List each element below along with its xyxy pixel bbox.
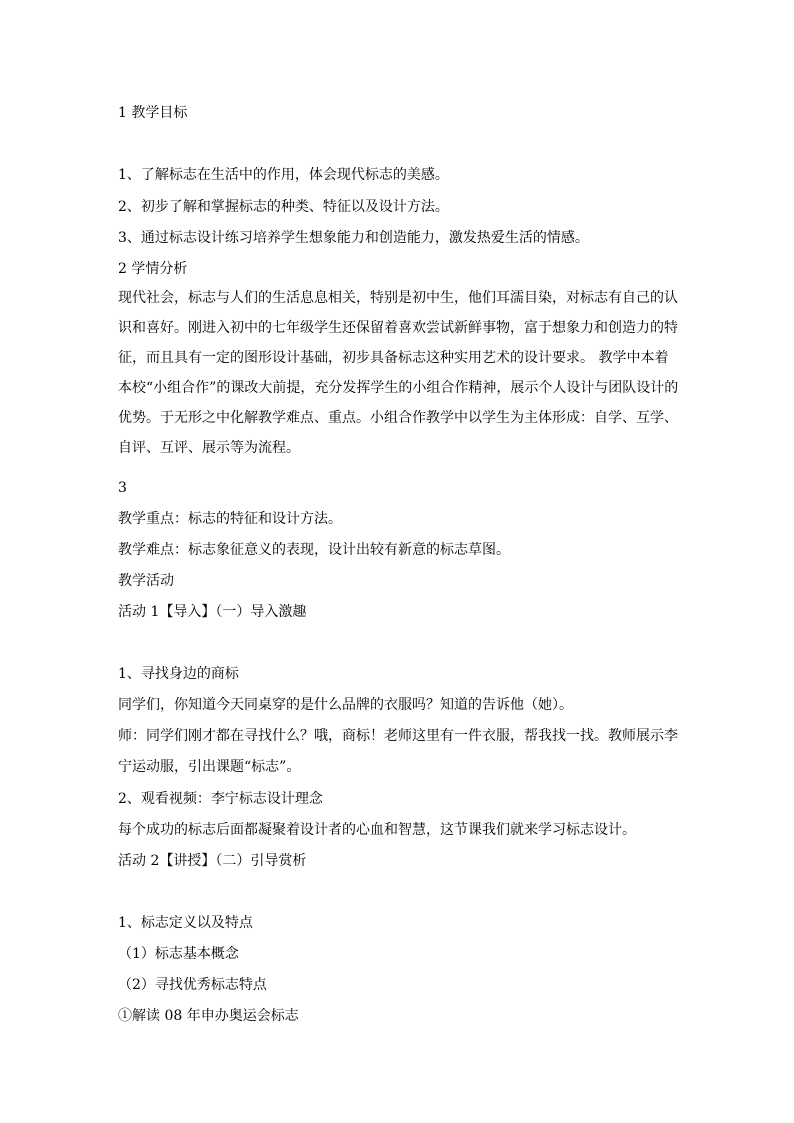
activity2-sub1: （1）标志基本概念: [118, 946, 239, 962]
activity2-sub2: （2）寻找优秀标志特点: [118, 977, 267, 993]
activity1-item1-title: 1、寻找身边的商标: [118, 666, 239, 682]
activity1-heading: 活动 1【导入】（一）导入激趣: [118, 604, 307, 620]
section3-heading: 3: [118, 480, 127, 496]
paragraph-line: 征，而且具有一定的图形设计基础，初步具备标志这种实用艺术的设计要求。 教学中本着: [118, 350, 669, 366]
objective-item-3: 3、通过标志设计练习培养学生想象能力和创造能力，激发热爱生活的情感。: [118, 230, 589, 246]
objective-item-2: 2、初步了解和掌握标志的种类、特征以及设计方法。: [118, 199, 449, 215]
activity2-sub2-item: ①解读 08 年申办奥运会标志: [118, 1008, 299, 1024]
teacher-line-2: 宁运动服，引出课题“标志”。: [118, 759, 301, 775]
paragraph-line: 优势。于无形之中化解教学难点、重点。小组合作教学中以学生为主体形成：自学、互学、: [118, 410, 678, 426]
key-point: 教学重点：标志的特征和设计方法。: [118, 511, 342, 527]
paragraph-line: 自评、互评、展示等为流程。: [118, 440, 300, 456]
activity2-heading: 活动 2【讲授】（二）引导赏析: [118, 853, 307, 869]
activity1-item2-title: 2、观看视频：李宁标志设计理念: [118, 791, 323, 807]
section1-heading: 1 教学目标: [118, 105, 188, 121]
section2-heading: 2 学情分析: [118, 261, 188, 277]
difficult-point: 教学难点：标志象征意义的表现，设计出较有新意的标志草图。: [118, 542, 510, 558]
activity1-item2-text: 每个成功的标志后面都凝聚着设计者的心血和智慧，这节课我们就来学习标志设计。: [118, 822, 636, 838]
paragraph-line: 本校“小组合作”的课改大前提，充分发挥学生的小组合作精神，展示个人设计与团队设计的: [118, 380, 679, 396]
activity2-item1-title: 1、标志定义以及特点: [118, 915, 253, 931]
objective-item-1: 1、了解标志在生活中的作用，体会现代标志的美感。: [118, 167, 449, 183]
learner-analysis-paragraph: [118, 283, 678, 463]
teacher-line-1: 师：同学们刚才都在寻找什么？哦，商标！老师这里有一件衣服，帮我找一找。教师展示李: [118, 728, 678, 744]
paragraph-line: 识和喜好。刚进入初中的七年级学生还保留着喜欢尝试新鲜事物，富于想象力和创造力的特: [118, 320, 678, 336]
activities-heading: 教学活动: [118, 573, 174, 589]
paragraph-line: 现代社会，标志与人们的生活息息相关，特别是初中生，他们耳濡目染，对标志有自己的认: [118, 290, 678, 306]
activity1-item1-text: 同学们，你知道今天同桌穿的是什么品牌的衣服吗？知道的告诉他（她）。: [118, 697, 573, 713]
